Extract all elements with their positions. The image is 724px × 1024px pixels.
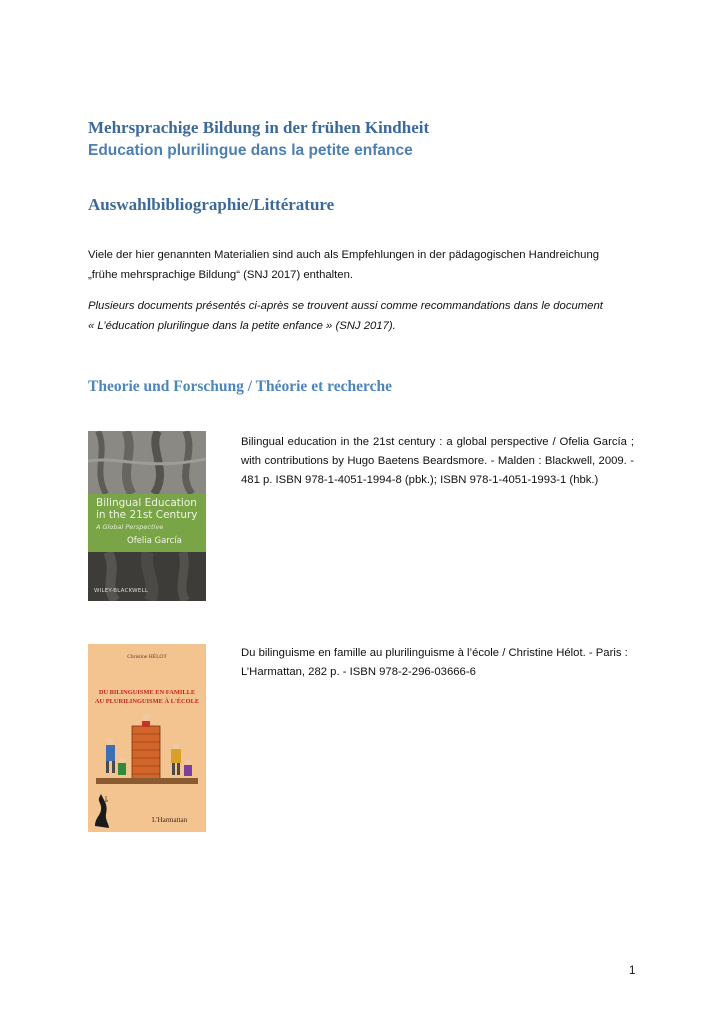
- cover-title: Bilingual Education in the 21st Century: [96, 497, 198, 521]
- cover-subtitle: A Global Perspective: [96, 523, 164, 531]
- cover-title-line-2: AU PLURILINGUISME À L'ÉCOLE: [94, 698, 200, 705]
- svg-text:coll.: coll.: [104, 796, 109, 803]
- book-cover-bilingual-education: [88, 431, 206, 601]
- cover-title: [92, 688, 202, 706]
- bibliography-entry-1: Bilingual education in the 21st century : a global perspective / Ofelia García ; with contributions by Hugo Baetens Beardsmore. - Malden : Blackwell, 2009. - 481 p. ISBN 978-1-4051-1994-8 (pbk.); ISBN 978-1-4051-1993-1 (hbk.): [241, 436, 634, 486]
- book-cover-bilinguisme: [88, 644, 206, 832]
- intro-paragraph-fr: Plusieurs documents présentés ci-après se trouvent aussi comme recommandations dans le document « L’éducation plurilingue dans la petite enfance » (SNJ 2017).: [88, 300, 603, 332]
- page-title-de: Mehrsprachige Bildung in der frühen Kindheit: [88, 118, 430, 137]
- page-number: 1: [629, 965, 636, 977]
- cover-author: Christine HÉLOT: [127, 654, 167, 660]
- section-heading-theory: Theorie und Forschung / Théorie et recherche: [88, 378, 392, 395]
- cover-title-line-1: DU BILINGUISME EN FAMILLE: [98, 689, 196, 696]
- cat-logo-icon: [92, 786, 112, 830]
- cover-publisher-logo: L'Harmattan: [152, 816, 188, 824]
- tree-bark-photo: [88, 431, 206, 494]
- page-title-fr: Education plurilingue dans la petite enfance: [88, 142, 413, 159]
- cover-author: Ofelia García: [127, 536, 182, 546]
- intro-paragraph-de: Viele der hier genannten Materialien sind auch als Empfehlungen in der pädagogischen Handreichung „frühe mehrsprachige Bildung“ (SNJ 2017) enthalten.: [88, 249, 600, 281]
- section-heading-bibliography: Auswahlbibliographie/Littérature: [88, 195, 335, 214]
- cover-publisher-logo: WILEY-BLACKWELL: [94, 588, 149, 594]
- cover-illustration-builders: [96, 712, 198, 784]
- bibliography-entry-2: Du bilinguisme en famille au plurilinguisme à l’école / Christine Hélot. - Paris : L’Harmattan, 282 p. - ISBN 978-2-296-03666-6: [241, 647, 628, 678]
